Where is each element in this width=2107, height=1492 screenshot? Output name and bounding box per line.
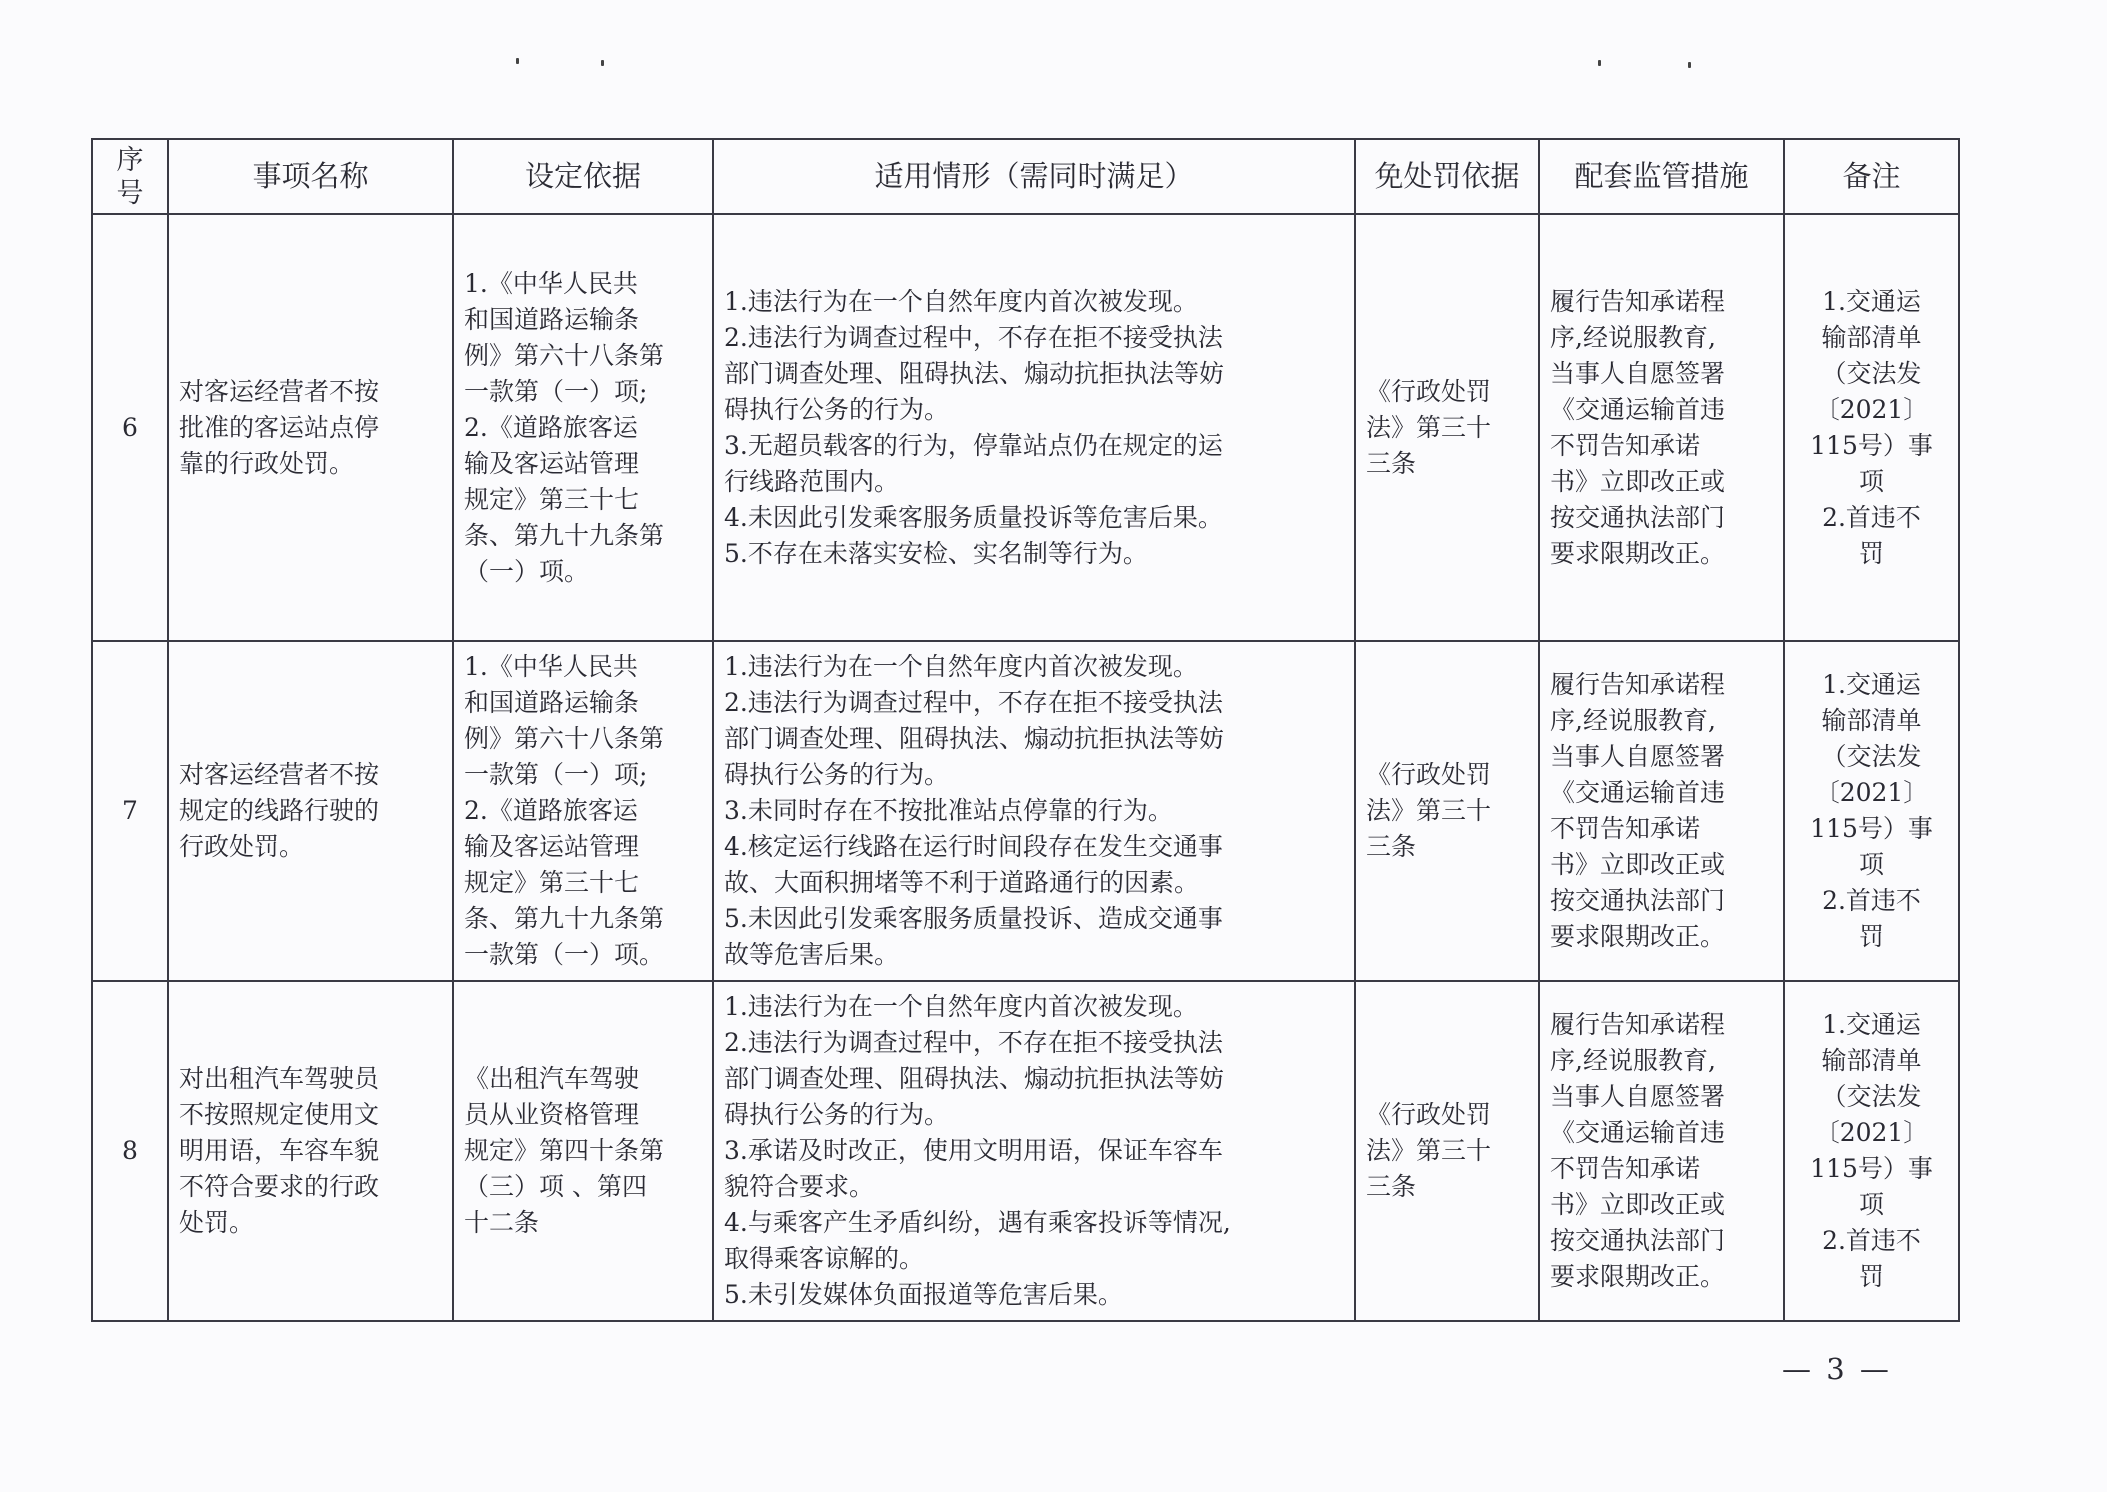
- text-line: 履行告知承诺程: [1550, 670, 1726, 700]
- text-line: 规定》第三十七: [464, 868, 640, 898]
- text-line: 115号）事: [1810, 430, 1933, 460]
- text-line: 《行政处罚: [1366, 760, 1492, 790]
- text-line: 4.核定运行线路在运行时间段存在发生交通事: [724, 832, 1223, 862]
- text-line: 三条: [1366, 448, 1417, 478]
- text-line: 项: [1858, 850, 1884, 880]
- text-line: 法》第三十: [1366, 412, 1492, 442]
- text-line: 批准的客运站点停: [179, 412, 380, 442]
- text-line: 输及客运站管理: [464, 448, 640, 478]
- text-line: 输及客运站管理: [464, 832, 640, 862]
- conditions-cell: [713, 214, 1355, 641]
- text-line: 1.交通运: [1822, 286, 1921, 316]
- text-line: 序,经说服教育,: [1550, 706, 1716, 736]
- exemption-basis-cell: [1355, 981, 1539, 1321]
- text-line: 罚: [1858, 538, 1884, 568]
- text-line: 一款第（一）项。: [464, 940, 665, 970]
- text-line: （一）项。: [464, 556, 590, 586]
- text-line: 例》第六十八条第: [464, 340, 665, 370]
- text-line: 取得乘客谅解的。: [724, 1244, 925, 1274]
- text-line: 序,经说服教育,: [1550, 1046, 1716, 1076]
- text-line: 当事人自愿签署: [1550, 742, 1726, 772]
- text-line: 1.违法行为在一个自然年度内首次被发现。: [724, 992, 1198, 1022]
- header-cell-applicable-conditions: 适用情形（需同时满足）: [713, 139, 1355, 214]
- text-line: （交法发: [1821, 358, 1922, 388]
- text-line: 三条: [1366, 832, 1417, 862]
- conditions-cell: [713, 981, 1355, 1321]
- text-line: 对客运经营者不按: [179, 760, 380, 790]
- text-line: 《交通运输首违: [1550, 394, 1726, 424]
- text-line: 〔2021〕: [1814, 1118, 1929, 1148]
- text-line: 〔2021〕: [1814, 394, 1929, 424]
- text-line: 项: [1858, 466, 1884, 496]
- text-line: 处罚。: [179, 1208, 255, 1238]
- text-line: 按交通执法部门: [1550, 1226, 1726, 1256]
- serial-number-cell: 7: [92, 641, 168, 981]
- text-line: 罚: [1858, 922, 1884, 952]
- text-line: 2.首违不: [1822, 886, 1921, 916]
- text-line: 要求限期改正。: [1550, 922, 1726, 952]
- item-name-cell: [168, 641, 453, 981]
- text-line: 十二条: [464, 1208, 540, 1238]
- text-line: 貌符合要求。: [724, 1172, 875, 1202]
- text-line: 书》立即改正或: [1550, 1190, 1726, 1220]
- text-line: 《交通运输首违: [1550, 1118, 1726, 1148]
- text-line: （三）项 、第四: [464, 1172, 647, 1202]
- table-row: [92, 981, 1959, 1321]
- text-line: 规定的线路行驶的: [179, 796, 380, 826]
- text-line: 不按照规定使用文: [179, 1100, 380, 1130]
- text-line: 5.未因此引发乘客服务质量投诉、造成交通事: [724, 904, 1223, 934]
- text-line: 书》立即改正或: [1550, 850, 1726, 880]
- text-line: 法》第三十: [1366, 796, 1492, 826]
- text-line: 2.《道路旅客运: [464, 796, 638, 826]
- text-line: 和国道路运输条: [464, 304, 640, 334]
- serial-number-cell: 8: [92, 981, 168, 1321]
- legal-basis-cell: [453, 981, 713, 1321]
- text-line: 《出租汽车驾驶: [464, 1064, 640, 1094]
- text-line: 条、第九十九条第: [464, 904, 665, 934]
- supervision-measures-cell: [1539, 214, 1784, 641]
- text-line: 1.《中华人民共: [464, 652, 638, 682]
- page-number: — 3 —: [1782, 1352, 1892, 1386]
- binding-mark: [1598, 60, 1601, 66]
- text-line: 对出租汽车驾驶员: [179, 1064, 380, 1094]
- text-line: 《行政处罚: [1366, 1100, 1492, 1130]
- text-line: 不罚告知承诺: [1550, 1154, 1701, 1184]
- table-row: [92, 641, 1959, 981]
- header-serial-char: 号: [116, 177, 144, 209]
- text-line: 当事人自愿签署: [1550, 1082, 1726, 1112]
- text-line: 4.未因此引发乘客服务质量投诉等危害后果。: [724, 502, 1223, 532]
- text-line: 要求限期改正。: [1550, 538, 1726, 568]
- text-line: 规定》第四十条第: [464, 1136, 665, 1166]
- text-line: 三条: [1366, 1172, 1417, 1202]
- text-line: 《交通运输首违: [1550, 778, 1726, 808]
- text-line: 输部清单: [1821, 1046, 1922, 1076]
- item-name-cell: [168, 214, 453, 641]
- text-line: 3.无超员载客的行为，停靠站点仍在规定的运: [724, 430, 1223, 460]
- remarks-cell: [1784, 214, 1959, 641]
- text-line: 1.交通运: [1822, 670, 1921, 700]
- text-line: 故等危害后果。: [724, 940, 900, 970]
- remarks-cell: [1784, 641, 1959, 981]
- text-line: 序,经说服教育,: [1550, 322, 1716, 352]
- text-line: 不符合要求的行政: [179, 1172, 380, 1202]
- text-line: 当事人自愿签署: [1550, 358, 1726, 388]
- text-line: 碍执行公务的行为。: [724, 394, 950, 424]
- text-line: 1.违法行为在一个自然年度内首次被发现。: [724, 652, 1198, 682]
- text-line: 输部清单: [1821, 706, 1922, 736]
- text-line: 1.交通运: [1822, 1010, 1921, 1040]
- text-line: 不罚告知承诺: [1550, 814, 1701, 844]
- text-line: （交法发: [1821, 742, 1922, 772]
- text-line: 5.未引发媒体负面报道等危害后果。: [724, 1280, 1123, 1310]
- text-line: （交法发: [1821, 1082, 1922, 1112]
- text-line: 行线路范围内。: [724, 466, 900, 496]
- exemption-basis-cell: [1355, 641, 1539, 981]
- text-line: 碍执行公务的行为。: [724, 760, 950, 790]
- text-line: 书》立即改正或: [1550, 466, 1726, 496]
- text-line: 条、第九十九条第: [464, 520, 665, 550]
- text-line: 2.首违不: [1822, 1226, 1921, 1256]
- exemption-basis-cell: [1355, 214, 1539, 641]
- binding-mark: [601, 60, 604, 66]
- header-cell-legal-basis: 设定依据: [453, 139, 713, 214]
- text-line: 规定》第三十七: [464, 484, 640, 514]
- text-line: 4.与乘客产生矛盾纠纷，遇有乘客投诉等情况,: [724, 1208, 1231, 1238]
- text-line: 〔2021〕: [1814, 778, 1929, 808]
- penalty-exemption-table: [91, 138, 1960, 1322]
- text-line: 履行告知承诺程: [1550, 286, 1726, 316]
- remarks-cell: [1784, 981, 1959, 1321]
- header-cell-remarks: 备注: [1784, 139, 1959, 214]
- text-line: 行政处罚。: [179, 832, 305, 862]
- text-line: 不罚告知承诺: [1550, 430, 1701, 460]
- supervision-measures-cell: [1539, 981, 1784, 1321]
- text-line: 1.《中华人民共: [464, 268, 638, 298]
- text-line: 明用语，车容车貌: [179, 1136, 380, 1166]
- text-line: 《行政处罚: [1366, 376, 1492, 406]
- legal-basis-cell: [453, 214, 713, 641]
- text-line: 2.违法行为调查过程中，不存在拒不接受执法: [724, 688, 1223, 718]
- header-row: [92, 139, 1959, 214]
- header-cell-item-name: 事项名称: [168, 139, 453, 214]
- text-line: 115号）事: [1810, 1154, 1933, 1184]
- text-line: 按交通执法部门: [1550, 886, 1726, 916]
- text-line: 项: [1858, 1190, 1884, 1220]
- binding-mark: [516, 58, 519, 64]
- text-line: 一款第（一）项;: [464, 760, 648, 790]
- serial-number-cell: 6: [92, 214, 168, 641]
- text-line: 2.违法行为调查过程中，不存在拒不接受执法: [724, 322, 1223, 352]
- text-line: 115号）事: [1810, 814, 1933, 844]
- text-line: 输部清单: [1821, 322, 1922, 352]
- table-row: [92, 214, 1959, 641]
- text-line: 对客运经营者不按: [179, 376, 380, 406]
- header-serial-char: 序: [116, 144, 144, 176]
- text-line: 3.承诺及时改正，使用文明用语，保证车容车: [724, 1136, 1223, 1166]
- header-cell-exemption-basis: 免处罚依据: [1355, 139, 1539, 214]
- text-line: 部门调查处理、阻碍执法、煽动抗拒执法等妨: [724, 358, 1225, 388]
- text-line: 法》第三十: [1366, 1136, 1492, 1166]
- supervision-measures-cell: [1539, 641, 1784, 981]
- text-line: 故、大面积拥堵等不利于道路通行的因素。: [724, 868, 1200, 898]
- text-line: 例》第六十八条第: [464, 724, 665, 754]
- text-line: 和国道路运输条: [464, 688, 640, 718]
- text-line: 2.违法行为调查过程中，不存在拒不接受执法: [724, 1028, 1223, 1058]
- text-line: 罚: [1858, 1262, 1884, 1292]
- text-line: 靠的行政处罚。: [179, 448, 355, 478]
- text-line: 1.违法行为在一个自然年度内首次被发现。: [724, 286, 1198, 316]
- text-line: 部门调查处理、阻碍执法、煽动抗拒执法等妨: [724, 1064, 1225, 1094]
- text-line: 2.《道路旅客运: [464, 412, 638, 442]
- text-line: 碍执行公务的行为。: [724, 1100, 950, 1130]
- binding-mark: [1688, 62, 1691, 68]
- legal-basis-cell: [453, 641, 713, 981]
- text-line: 3.未同时存在不按批准站点停靠的行为。: [724, 796, 1173, 826]
- item-name-cell: [168, 981, 453, 1321]
- text-line: 按交通执法部门: [1550, 502, 1726, 532]
- conditions-cell: [713, 641, 1355, 981]
- text-line: 员从业资格管理: [464, 1100, 640, 1130]
- header-cell-serial: [92, 139, 168, 214]
- text-line: 一款第（一）项;: [464, 376, 648, 406]
- header-cell-supervision-measures: 配套监管措施: [1539, 139, 1784, 214]
- text-line: 履行告知承诺程: [1550, 1010, 1726, 1040]
- text-line: 部门调查处理、阻碍执法、煽动抗拒执法等妨: [724, 724, 1225, 754]
- text-line: 2.首违不: [1822, 502, 1921, 532]
- text-line: 5.不存在未落实安检、实名制等行为。: [724, 538, 1148, 568]
- text-line: 要求限期改正。: [1550, 1262, 1726, 1292]
